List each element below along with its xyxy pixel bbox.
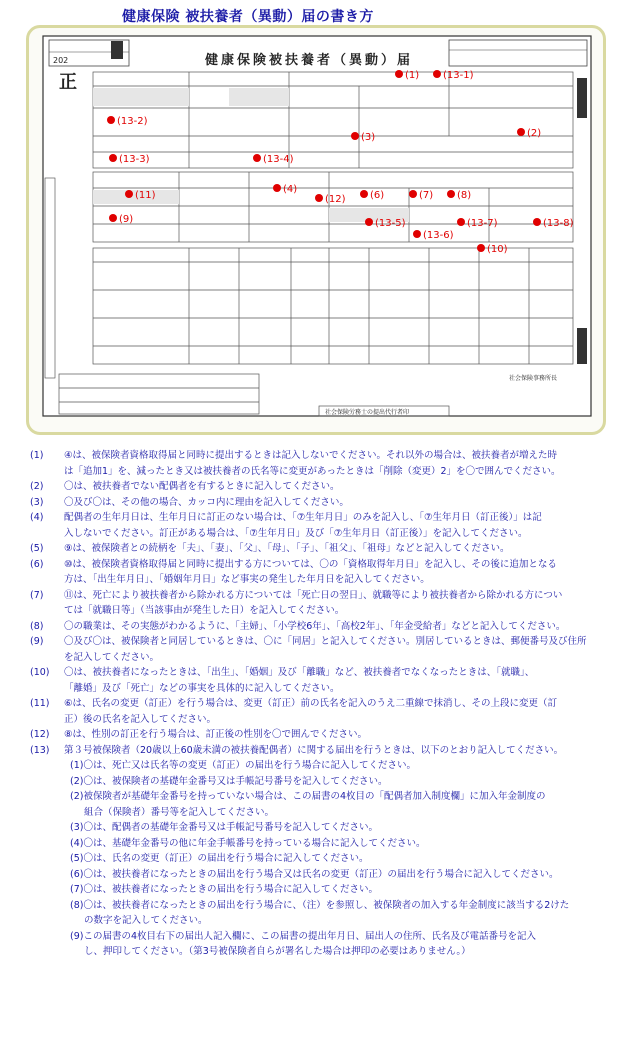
- note-number: (2): [30, 481, 44, 492]
- subnote-item: [30, 758, 620, 774]
- note-item: [30, 495, 620, 511]
- subnote-text: (9)この届書の4枚目右下の届出人記入欄に、この届書の提出年月日、届出人の住所、氏名及び電話番号を記入: [70, 930, 537, 942]
- note-text: 正）後の氏名を記入してください。: [64, 713, 217, 725]
- note-number: (9): [30, 636, 44, 647]
- subnote-text: (2)〇は、被保険者の基礎年金番号又は手帳記号番号を記入してください。: [70, 775, 388, 787]
- subnote-text: (7)〇は、被扶養者になったときの届出を行う場合に記入してください。: [70, 884, 378, 895]
- marker-label: (2): [527, 128, 542, 139]
- marker-label: (13-4): [263, 154, 294, 165]
- marker-dot: [109, 214, 117, 222]
- marker-label: (13-8): [543, 218, 574, 229]
- note-text: ⑨は、被保険者との続柄を「夫」、「妻」、「父」、「母」、「子」、「祖父」、「祖母」などと記入してください。: [64, 543, 510, 554]
- notes-list: [30, 448, 620, 960]
- subnote-text: (2)被保険者が基礎年金番号を持っていない場合は、この届書の4枚目の「配偶者加入制度欄」に加入年金制度の: [70, 791, 546, 802]
- note-number: (11): [30, 698, 50, 709]
- marker-dot: [365, 218, 373, 226]
- note-text: ⑩は、被保険者資格取得届と同時に提出する方については、〇の「資格取得年月日」を記入し、その後に追加となる: [64, 558, 557, 570]
- subnote-item: [30, 867, 620, 883]
- note-item: [30, 557, 620, 588]
- subnote-text: し、押印してください。（第3号被保険者自らが署名した場合は押印の必要はありません。）: [84, 946, 471, 957]
- subnote-item: [30, 929, 620, 960]
- subnote-text: の数字を記入してください。: [84, 915, 208, 926]
- subnote-text: (1)〇は、死亡又は氏名等の変更（訂正）の届出を行う場合に記入してください。: [70, 760, 416, 771]
- note-number: (13): [30, 744, 50, 756]
- corner-mark: 正: [59, 72, 77, 93]
- subnote-text: (4)〇は、基礎年金番号の他に年金手帳番号を持っている場合に記入してください。: [70, 837, 426, 849]
- subnote-item: [30, 820, 620, 836]
- marker-label: (10): [487, 244, 508, 255]
- note-number: (1): [30, 450, 44, 461]
- note-text: 配偶者の生年月日は、生年月日に訂正のない場合は、「⑦生年月日」のみを記入し、「⑦生年月日（訂正後）」は記: [64, 512, 542, 523]
- note-number: (4): [30, 512, 44, 523]
- note-number: (7): [30, 589, 44, 601]
- note-number: (5): [30, 543, 44, 554]
- note-text: 〇の職業は、その実態がわかるように、「主婦」、「小学校6年」、「高校2年」、「年金受給者」などと記入してください。: [64, 620, 566, 632]
- marker-label: (13-2): [117, 116, 148, 127]
- marker-label: (13-5): [375, 218, 406, 229]
- marker-dot: [109, 154, 117, 162]
- note-item: [30, 510, 620, 541]
- note-item: [30, 665, 620, 696]
- note-text: 〇は、被扶養者でない配偶者を有するときに記入してください。: [64, 481, 340, 492]
- note-text: 〇は、被扶養者になったときは、「出生」、「婚姻」及び「離職」など、被扶養者でなくなったときは、「就職」、: [64, 667, 535, 678]
- subnote-text: (6)〇は、被扶養者になったときの届出を行う場合又は氏名の変更（訂正）の届出を行う場合に記入してください。: [70, 868, 559, 880]
- marker-label: (13-3): [119, 154, 150, 165]
- note-item: [30, 743, 620, 759]
- marker-dot: [477, 244, 485, 252]
- form-image: [26, 25, 606, 435]
- note-text: は「追加1」を、減ったとき又は被扶養者の氏名等に変更があったときは「削除（変更）2」を〇で囲んでください。: [64, 465, 561, 477]
- subnote-text: (8)〇は、被扶養者になったときの届出を行う場合に、（注）を参照し、被保険者の加入する年金制度に該当する2けた: [70, 899, 570, 911]
- form-drawing: [29, 28, 603, 432]
- note-number: (10): [30, 667, 50, 678]
- note-text: 〇及び〇は、被保険者と同居しているときは、〇に「同居」と記入してください。別居しているときは、郵便番号及び住所: [64, 636, 587, 647]
- note-text: 方は、「出生年月日」、「婚姻年月日」など事実の発生した年月日を記入してください。: [64, 574, 430, 585]
- marker-label: (8): [457, 190, 472, 201]
- subnote-text: (3)〇は、配偶者の基礎年金番号又は手帳記号番号を記入してください。: [70, 822, 378, 833]
- marker-dot: [413, 230, 421, 238]
- note-item: [30, 541, 620, 557]
- marker-label: (13-1): [443, 70, 474, 81]
- footer-box: 社会保険労務士の提出代行者印: [325, 409, 410, 416]
- note-item: [30, 479, 620, 495]
- marker-label: (13-7): [467, 218, 498, 229]
- note-number: (8): [30, 620, 44, 632]
- subnote-item: [30, 898, 620, 929]
- marker-dot: [517, 128, 525, 136]
- marker-label: (7): [419, 190, 434, 201]
- note-text: 〇及び〇は、その他の場合、カッコ内に理由を記入してください。: [64, 496, 349, 508]
- marker-dot: [253, 154, 261, 162]
- note-text: ④は、被保険者資格取得届と同時に提出するときは記入しないでください。それ以外の場合は、被扶養者が増えた時: [64, 450, 558, 461]
- page-title: 健康保険 被扶養者（異動）届の書き方: [122, 9, 374, 25]
- office-code: 202: [53, 56, 69, 65]
- note-number: (6): [30, 558, 44, 570]
- marker-dot: [315, 194, 323, 202]
- subnote-item: [30, 789, 620, 820]
- marker-label: (12): [325, 194, 346, 205]
- note-item: [30, 619, 620, 635]
- marker-label: (9): [119, 214, 134, 225]
- note-item: [30, 696, 620, 727]
- marker-dot: [125, 190, 133, 198]
- marker-dot: [351, 132, 359, 140]
- note-text: 「離婚」及び「死亡」などの事実を具体的に記入してください。: [64, 682, 340, 694]
- marker-label: (13-6): [423, 230, 454, 241]
- subnote-item: [30, 882, 620, 898]
- marker-dot: [360, 190, 368, 198]
- note-item: [30, 448, 620, 479]
- marker-dot: [457, 218, 465, 226]
- marker-label: (11): [135, 190, 156, 201]
- marker-dot: [433, 70, 441, 78]
- marker-label: (4): [283, 184, 298, 195]
- subnote-text: 組合（保険者）番号等を記入してください。: [84, 806, 275, 818]
- marker-dot: [395, 70, 403, 78]
- note-text: ⑥は、氏名の変更（訂正）を行う場合は、変更（訂正）前の氏名を記入のうえ二重線で抹消し、その上段に変更（訂: [64, 698, 558, 709]
- form-title: 健康保険被扶養者（異動）届: [205, 53, 414, 68]
- note-text: ⑧は、性別の訂正を行う場合は、訂正後の性別を〇で囲んでください。: [64, 729, 368, 740]
- subnote-item: [30, 836, 620, 852]
- note-number: (3): [30, 496, 44, 508]
- stamp-box: [111, 41, 123, 59]
- note-number: (12): [30, 729, 50, 740]
- marker-dot: [409, 190, 417, 198]
- marker-label: (3): [361, 132, 376, 143]
- note-text: 第３号被保険者（20歳以上60歳未満の被扶養配偶者）に関する届出を行うときは、以下のとおり記入してください。: [64, 744, 564, 756]
- subnote-text: (5)〇は、氏名の変更（訂正）の届出を行う場合に記入してください。: [70, 853, 369, 864]
- marker-dot: [447, 190, 455, 198]
- marker-label: (1): [405, 70, 420, 81]
- marker-dot: [533, 218, 541, 226]
- note-text: ⑪は、死亡により被扶養者から除かれる方については「死亡日の翌日」、就職等により被扶養者から除かれる方につい: [64, 589, 563, 601]
- subnote-item: [30, 774, 620, 790]
- note-item: [30, 588, 620, 619]
- marker-dot: [273, 184, 281, 192]
- note-text: を記入してください。: [64, 651, 160, 663]
- note-text: 入しないでください。訂正がある場合は、「⑦生年月日」及び「⑦生年月日（訂正後）」を記入してください。: [64, 527, 528, 539]
- note-item: [30, 634, 620, 665]
- marker-dot: [107, 116, 115, 124]
- footer-note: 社会保険事務所長: [509, 375, 558, 382]
- note-text: ては「就職日等」（当該事由が発生した日）を記入してください。: [64, 605, 345, 616]
- note-item: [30, 727, 620, 743]
- marker-label: (6): [370, 190, 385, 201]
- subnote-item: [30, 851, 620, 867]
